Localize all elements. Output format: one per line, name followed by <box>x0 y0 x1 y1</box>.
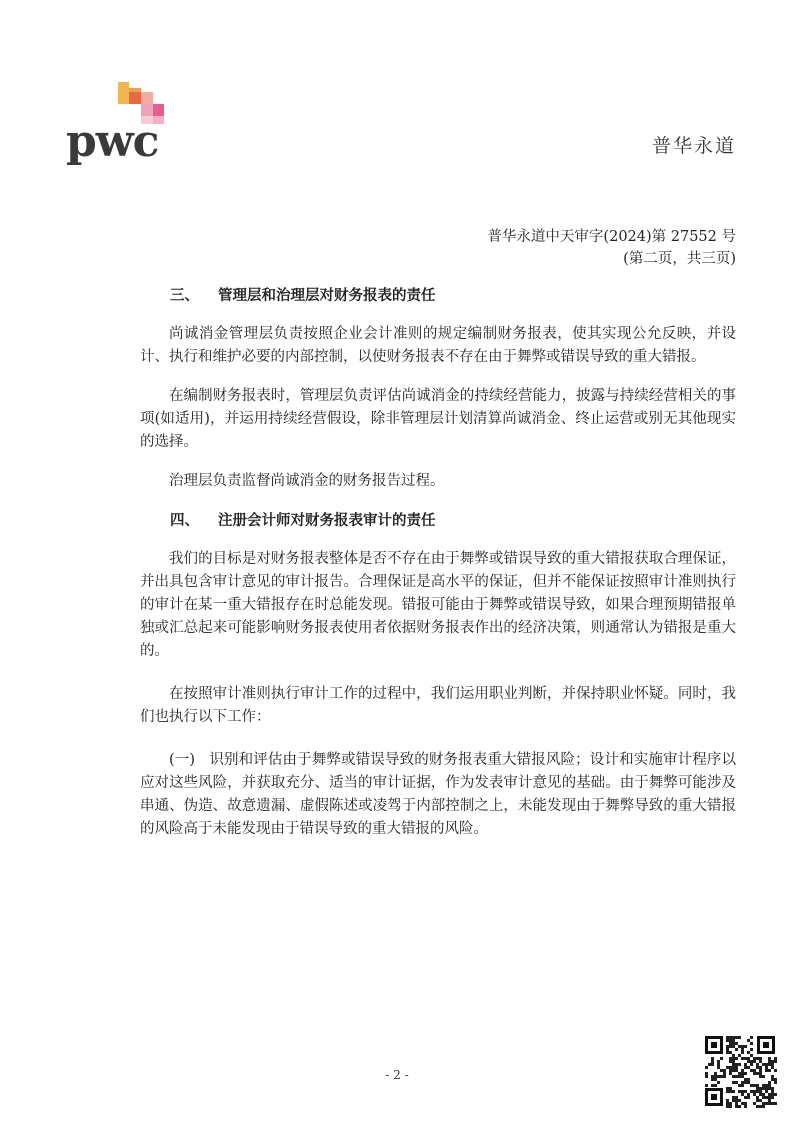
section-title: 管理层和治理层对财务报表的责任 <box>218 287 436 304</box>
paragraph: 我们的目标是对财务报表整体是否不存在由于舞弊或错误导致的重大错报获取合理保证，并出具包含审计意见的审计报告。合理保证是高水平的保证，但并不能保证按照审计准则执行的审计在某一重大错报存在时总能发现。错报可能由于舞弊或错误导致，如果合理预期错报单独或汇总起来可能影响财务报表使用者依据财务报表作出的经济决策，则通常认为错报是重大的。 <box>140 551 736 659</box>
qr-code-icon <box>703 1034 777 1108</box>
reference-number: 普华永道中天审字(2024)第 27552 号 <box>487 229 736 245</box>
section-number: 四、 <box>170 512 199 529</box>
paragraph: 在编制财务报表时，管理层负责评估尚诚消金的持续经营能力，披露与持续经营相关的事项(如适用)，并运用持续经营假设，除非管理层计划清算尚诚消金、终止运营或别无其他现实的选择。 <box>140 388 736 450</box>
section-heading <box>140 509 736 532</box>
list-item <box>140 749 736 841</box>
reference-block <box>487 226 736 270</box>
item-number: (一) <box>169 752 196 768</box>
section-title: 注册会计师对财务报表审计的责任 <box>218 512 436 529</box>
logo-wordmark: pwc <box>66 116 159 167</box>
paragraph: 尚诚消金管理层负责按照企业会计准则的规定编制财务报表，使其实现公允反映，并设计、执行和维护必要的内部控制，以使财务报表不存在由于舞弊或错误导致的重大错报。 <box>140 326 736 365</box>
section-heading <box>140 284 736 307</box>
paragraph: 治理层负责监督尚诚消金的财务报告过程。 <box>169 473 445 489</box>
page-info: (第二页，共三页) <box>623 251 736 267</box>
report-body <box>140 284 736 841</box>
item-text: 识别和评估由于舞弊或错误导致的财务报表重大错报风险；设计和实施审计程序以应对这些风险，并获取充分、适当的审计证据，作为发表审计意见的基础。由于舞弊可能涉及串通、伪造、故意遗漏、虚假陈述或凌驾于内部控制之上，未能发现由于舞弊导致的重大错报的风险高于未能发现由于错误导致的重大错报的风险。 <box>140 752 737 837</box>
paragraph: 在按照审计准则执行审计工作的过程中，我们运用职业判断，并保持职业怀疑。同时，我们也执行以下工作： <box>140 686 736 725</box>
pwc-logo <box>62 82 182 172</box>
page-number: - 2 - <box>385 1068 409 1082</box>
section-number: 三、 <box>170 287 199 304</box>
firm-name: 普华永道 <box>651 135 736 157</box>
